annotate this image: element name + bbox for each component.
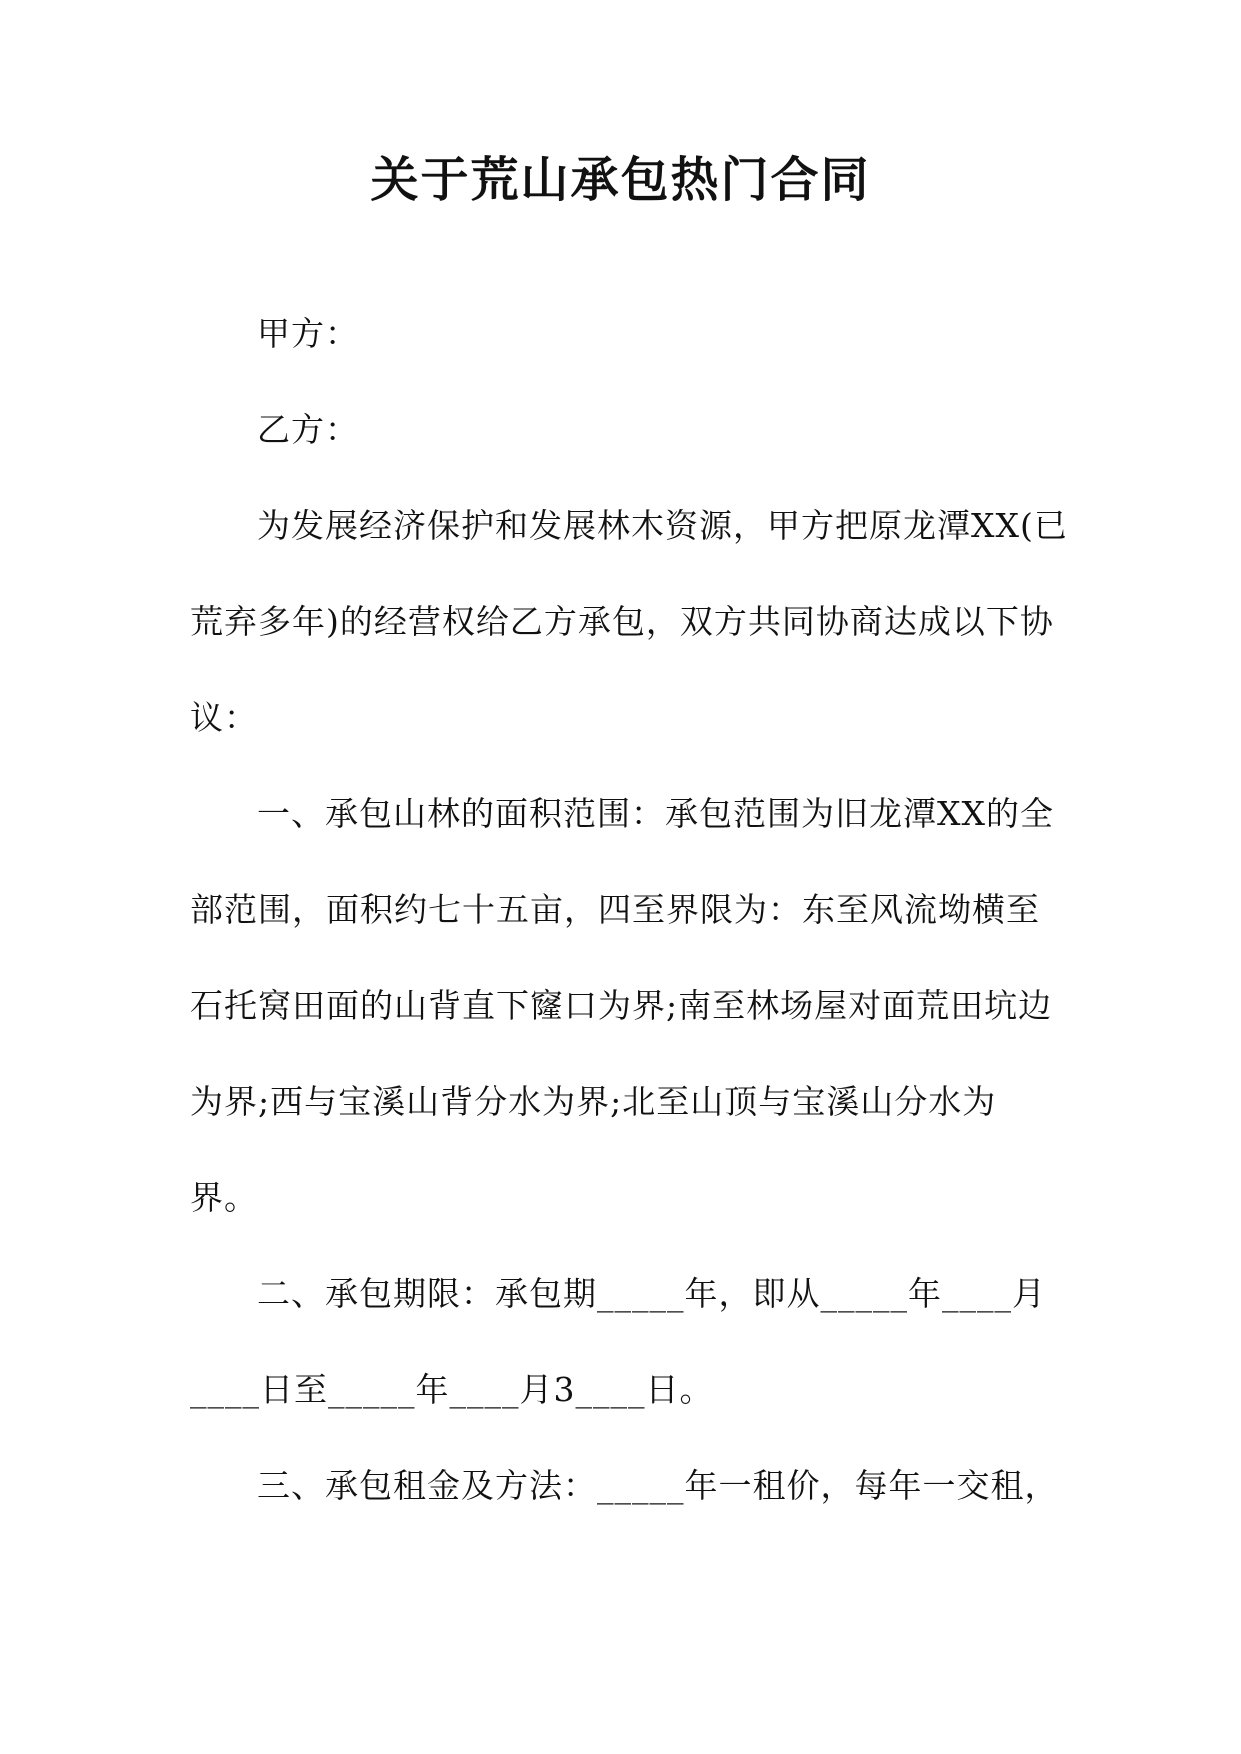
preamble-line-1: 为发展经济保护和发展林木资源，甲方把原龙潭XX(已 [257,506,1068,545]
party-a-line: 甲方： [257,314,359,353]
clause-1-line-2: 部范围，面积约七十五亩，四至界限为：东至风流坳横至 [190,890,1040,929]
party-b-line: 乙方： [257,410,359,449]
clause-1-line-1: 一、承包山林的面积范围：承包范围为旧龙潭XX的全 [257,794,1054,833]
clause-2-line-1: 二、承包期限：承包期_____年，即从_____年____月 [257,1274,1046,1313]
clause-1-line-4: 为界;西与宝溪山背分水为界;北至山顶与宝溪山分水为 [190,1082,997,1121]
document-title: 关于荒山承包热门合同 [370,152,871,208]
preamble-line-3: 议： [190,698,258,737]
preamble-line-2: 荒弃多年)的经营权给乙方承包，双方共同协商达成以下协 [190,602,1054,641]
clause-2-line-2: ____日至_____年____月3____日。 [190,1370,714,1409]
clause-1-line-3: 石托窝田面的山背直下窿口为界;南至林场屋对面荒田坑边 [190,986,1053,1025]
clause-3-line-1: 三、承包租金及方法：_____年一租价，每年一交租， [257,1466,1059,1505]
clause-1-line-5: 界。 [190,1178,258,1217]
